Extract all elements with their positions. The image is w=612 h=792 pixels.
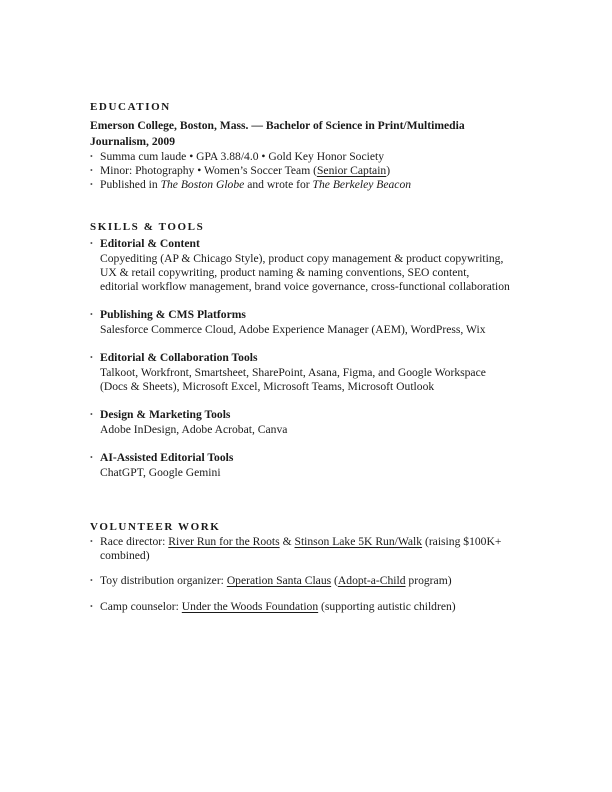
text: Minor: Photography • Women’s Soccer Team (: [100, 164, 317, 177]
text: and wrote for: [244, 178, 313, 191]
skill-line: Salesforce Commerce Cloud, Adobe Experience Manager (AEM), WordPress, Wix: [100, 323, 486, 336]
adopt-a-child-link[interactable]: Adopt-a-Child: [337, 574, 406, 587]
text: (raising $100K+: [422, 535, 502, 548]
skill-group-title: Editorial & Collaboration Tools: [100, 351, 258, 364]
text: Camp counselor:: [100, 600, 182, 613]
bullet-icon: •: [90, 410, 93, 419]
publication-title: The Berkeley Beacon: [312, 178, 412, 191]
volunteer-heading: VOLUNTEER WORK: [90, 521, 221, 533]
skill-group-title: Publishing & CMS Platforms: [100, 308, 246, 321]
stinson-lake-link[interactable]: Stinson Lake 5K Run/Walk: [294, 535, 423, 548]
text: Toy distribution organizer:: [100, 574, 227, 587]
bullet-icon: •: [90, 239, 93, 248]
text: (: [331, 574, 338, 587]
volunteer-item: [100, 535, 501, 549]
text: Published in: [100, 178, 161, 191]
text: &: [279, 535, 295, 548]
degree-line: Emerson College, Boston, Mass. — Bachelor of Science in Print/Multimedia: [90, 119, 465, 132]
bullet-icon: •: [90, 453, 93, 462]
bullet-icon: •: [90, 537, 93, 546]
text: Race director:: [100, 535, 169, 548]
education-bullet: [100, 164, 390, 178]
operation-santa-claus-link[interactable]: Operation Santa Claus: [226, 574, 332, 587]
bullet-icon: •: [90, 152, 93, 161]
skill-line: editorial workflow management, brand voice governance, cross-functional collaboration: [100, 280, 510, 293]
senior-captain-link[interactable]: Senior Captain: [316, 164, 387, 177]
text: ): [386, 164, 391, 177]
text: (supporting autistic children): [318, 600, 456, 613]
education-heading: EDUCATION: [90, 101, 171, 113]
skill-line: Adobe InDesign, Adobe Acrobat, Canva: [100, 423, 288, 436]
skill-line: Talkoot, Workfront, Smartsheet, SharePoint, Asana, Figma, and Google Workspace: [100, 366, 486, 379]
bullet-icon: •: [90, 602, 93, 611]
river-run-link[interactable]: River Run for the Roots: [168, 535, 280, 548]
skill-line: (Docs & Sheets), Microsoft Excel, Microsoft Teams, Microsoft Outlook: [100, 380, 435, 393]
bullet-icon: •: [90, 180, 93, 189]
skill-group-title: Editorial & Content: [100, 237, 200, 250]
under-the-woods-link[interactable]: Under the Woods Foundation: [181, 600, 319, 613]
text: program): [405, 574, 452, 587]
volunteer-item-continued: combined): [100, 549, 150, 562]
skill-line: UX & retail copywriting, product naming & naming conventions, SEO content,: [100, 266, 470, 279]
skill-line: Copyediting (AP & Chicago Style), product copy management & product copywriting,: [100, 252, 504, 265]
skill-line: ChatGPT, Google Gemini: [100, 466, 221, 479]
education-bullet: [100, 178, 411, 192]
volunteer-item: [100, 574, 452, 588]
education-bullet: Summa cum laude • GPA 3.88/4.0 • Gold Key Honor Society: [100, 150, 384, 163]
bullet-icon: •: [90, 310, 93, 319]
degree-line: Journalism, 2009: [90, 135, 176, 148]
skill-group-title: AI-Assisted Editorial Tools: [100, 451, 234, 464]
bullet-icon: •: [90, 166, 93, 175]
bullet-icon: •: [90, 576, 93, 585]
volunteer-item: [100, 600, 456, 614]
skills-heading: SKILLS & TOOLS: [90, 221, 205, 233]
publication-title: The Boston Globe: [160, 178, 245, 191]
skill-group-title: Design & Marketing Tools: [100, 408, 231, 421]
bullet-icon: •: [90, 353, 93, 362]
